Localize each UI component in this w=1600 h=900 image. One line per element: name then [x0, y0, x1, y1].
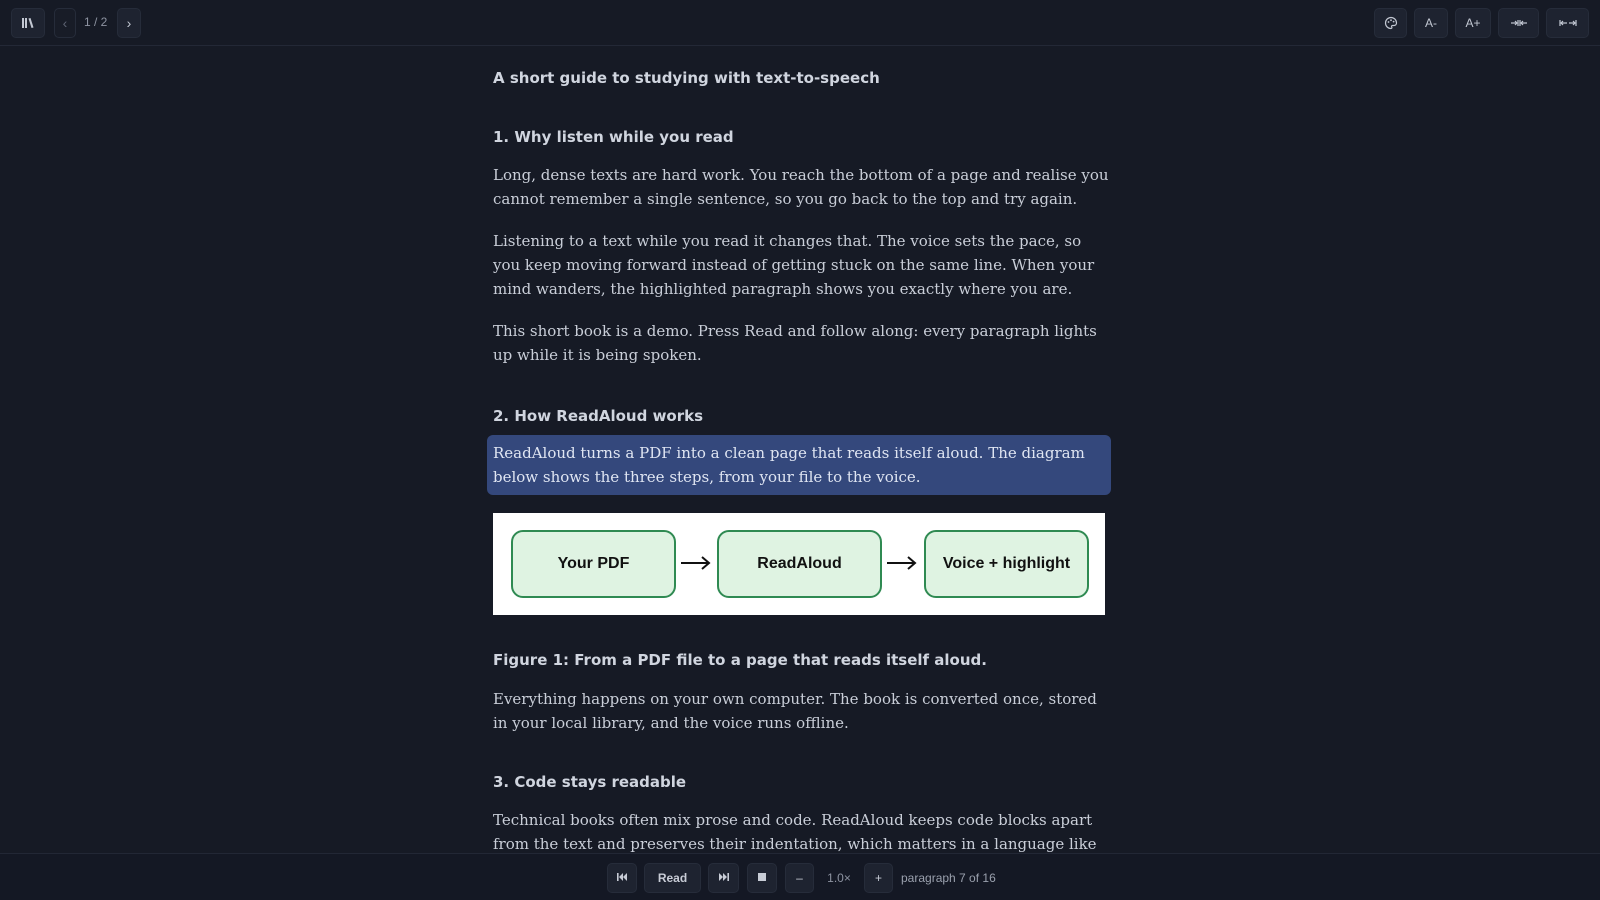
- paragraph[interactable]: Everything happens on your own computer. The book is converted once, stored in your local library, and the voice runs offline.: [493, 690, 1097, 732]
- diagram-box-voice: Voice + highlight: [924, 530, 1089, 598]
- previous-paragraph-button[interactable]: [607, 863, 637, 893]
- palette-icon: [1384, 16, 1398, 30]
- workflow-diagram: [493, 513, 1105, 615]
- speed-readout: 1.0×: [827, 871, 851, 885]
- library-icon: [21, 16, 35, 30]
- next-paragraph-button[interactable]: [708, 863, 739, 893]
- paragraph[interactable]: Technical books often mix prose and code. ReadAloud keeps code blocks apart from the text and preserves their indentation, which matters in a language like: [493, 811, 1097, 853]
- figure-caption: Figure 1: From a PDF file to a page that reads itself aloud.: [493, 651, 987, 669]
- paragraph-status: paragraph 7 of 16: [901, 871, 996, 885]
- next-page-button[interactable]: ›: [117, 8, 141, 38]
- top-toolbar: [0, 0, 1600, 46]
- paragraph[interactable]: Long, dense texts are hard work. You reach the bottom of a page and realise you cannot remember a single sentence, so you go back to the top and try again.: [493, 166, 1109, 208]
- widen-column-button[interactable]: [1546, 8, 1589, 38]
- diagram-box-pdf: Your PDF: [511, 530, 676, 598]
- section-heading: 3. Code stays readable: [493, 773, 687, 791]
- library-button[interactable]: [11, 8, 45, 38]
- highlighted-paragraph[interactable]: ReadAloud turns a PDF into a clean page that reads itself aloud. The diagram below shows the three steps, from your file to the voice.: [487, 435, 1111, 495]
- stop-button[interactable]: [747, 863, 777, 893]
- font-larger-button[interactable]: A+: [1455, 8, 1491, 38]
- previous-page-button[interactable]: ‹: [54, 8, 76, 38]
- diagram-box-readaloud: ReadAloud: [717, 530, 882, 598]
- skip-forward-icon: [718, 871, 730, 885]
- arrow-right-icon: [886, 555, 918, 571]
- document-title: A short guide to studying with text-to-speech: [493, 69, 880, 87]
- skip-back-icon: [616, 871, 628, 885]
- speed-down-button[interactable]: –: [785, 863, 814, 893]
- speed-up-button[interactable]: +: [864, 863, 893, 893]
- narrow-column-button[interactable]: [1498, 8, 1539, 38]
- player-bar: [0, 853, 1600, 900]
- arrow-right-icon: [680, 555, 712, 571]
- section-heading: 1. Why listen while you read: [493, 128, 734, 146]
- read-button[interactable]: Read: [644, 863, 701, 893]
- narrow-icon: [1510, 18, 1528, 28]
- page-indicator: 1 / 2: [84, 15, 108, 29]
- section-heading: 2. How ReadAloud works: [493, 407, 704, 425]
- theme-button[interactable]: [1374, 8, 1407, 38]
- font-smaller-button[interactable]: A-: [1414, 8, 1448, 38]
- paragraph[interactable]: Listening to a text while you read it changes that. The voice sets the pace, so you keep moving forward instead of getting stuck on the same line. When your mind wanders, the highlighted paragraph shows you exactly where you are.: [493, 232, 1095, 298]
- paragraph[interactable]: This short book is a demo. Press Read and follow along: every paragraph lights up while it is being spoken.: [493, 322, 1097, 364]
- widen-icon: [1559, 18, 1577, 28]
- stop-icon: [757, 871, 767, 885]
